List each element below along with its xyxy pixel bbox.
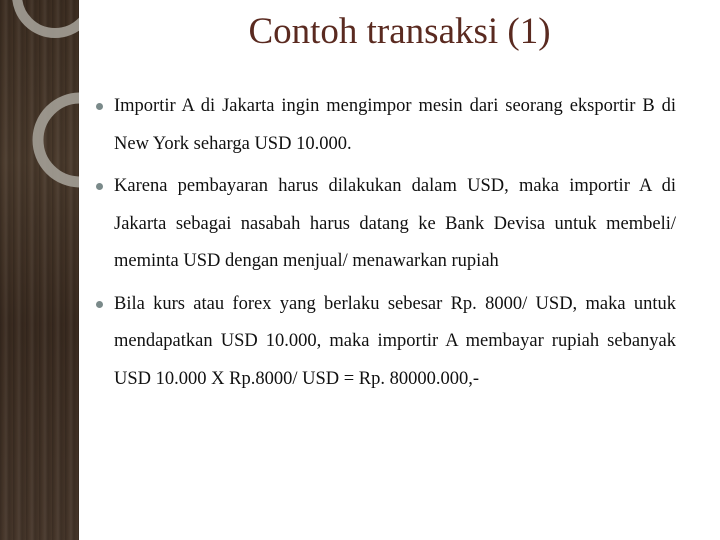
- bullet-dot-icon: [96, 301, 103, 308]
- bullet-item: [96, 286, 676, 399]
- bullet-text: Importir A di Jakarta ingin mengimpor mesin dari seorang eksportir B di New York seharga USD 10.000.: [114, 96, 676, 154]
- decorative-rings: [0, 0, 79, 540]
- ring-medium: [38, 98, 79, 182]
- bullet-text: Karena pembayaran harus dilakukan dalam USD, maka importir A di Jakarta sebagai nasabah harus datang ke Bank Devisa untuk membeli/ meminta USD dengan menjual/ menawarkan rupiah: [114, 176, 676, 271]
- wood-sidebar: [0, 0, 79, 540]
- bullet-item: [96, 168, 676, 281]
- bullet-dot-icon: [96, 183, 103, 190]
- bullet-item: [96, 88, 676, 163]
- bullet-dot-icon: [96, 103, 103, 110]
- ring-large: [17, 0, 79, 33]
- slide-title: Contoh transaksi (1): [248, 11, 551, 52]
- bullet-list: [96, 88, 676, 403]
- bullet-text: Bila kurs atau forex yang berlaku sebesar Rp. 8000/ USD, maka untuk mendapatkan USD 10.000, maka importir A membayar rupiah sebanyak USD 10.000 X Rp.8000/ USD = Rp. 80000.000,-: [114, 293, 676, 389]
